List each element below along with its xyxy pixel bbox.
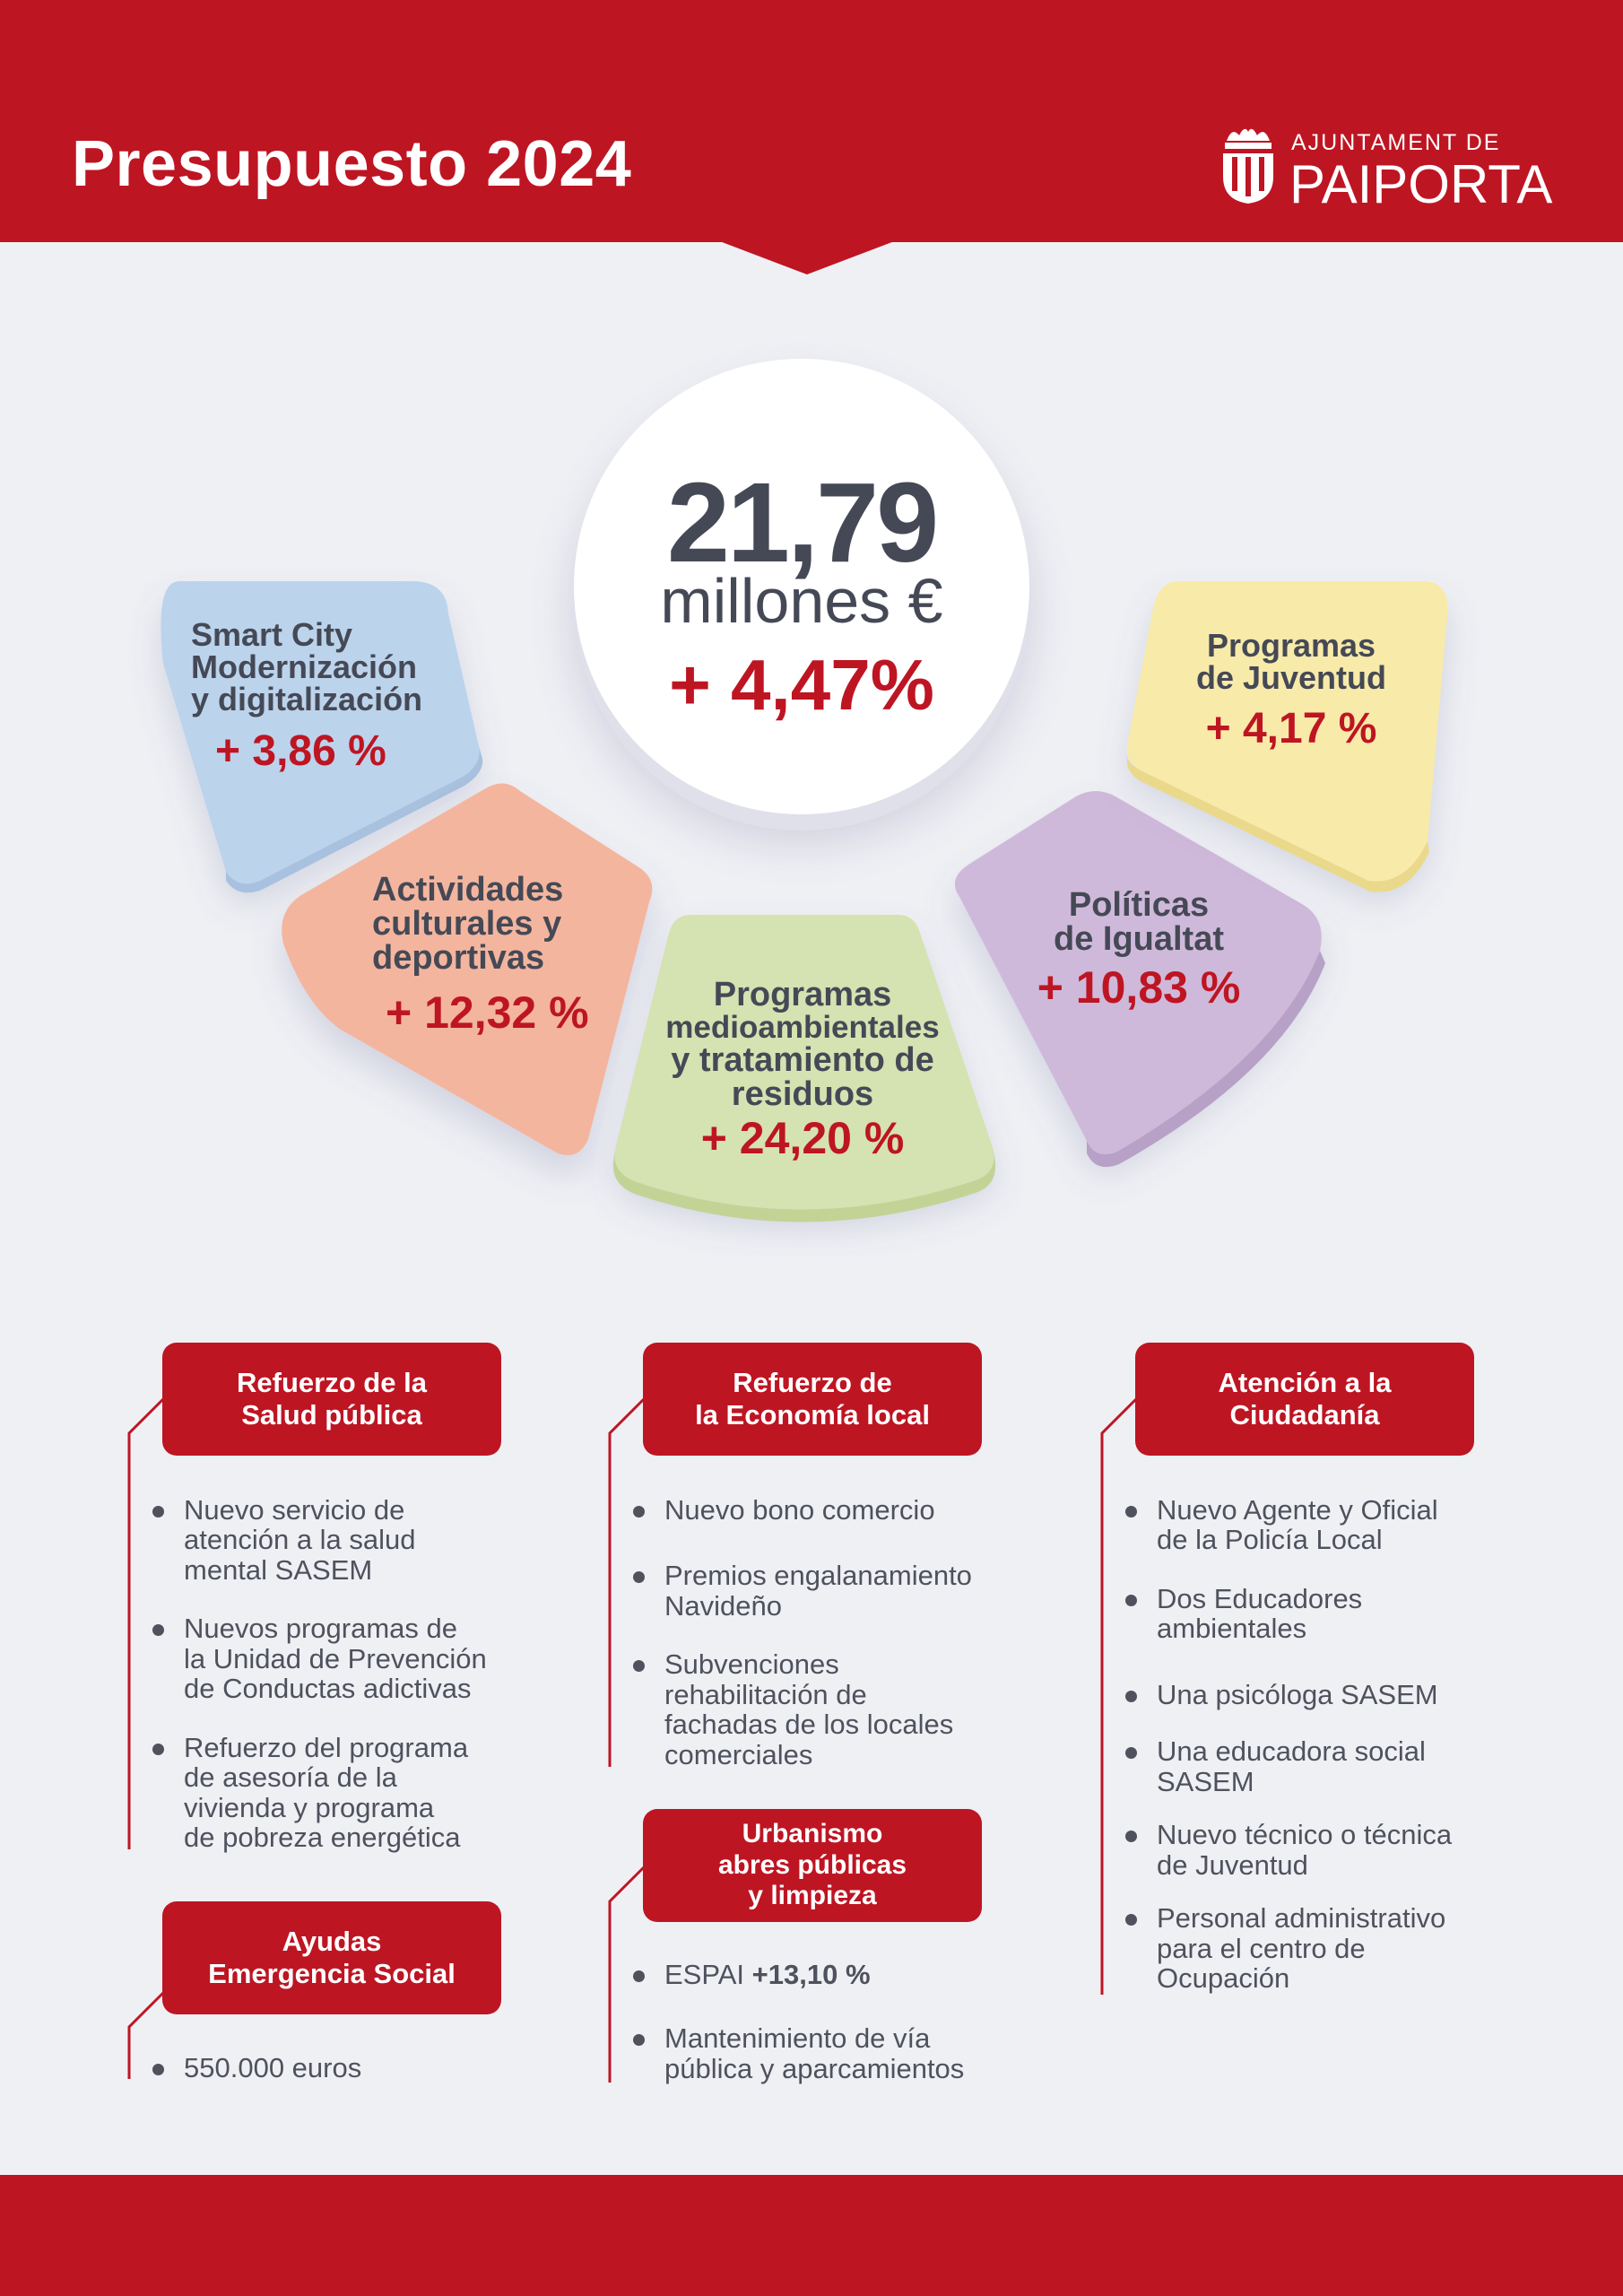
list-item: 550.000 euros	[152, 2053, 538, 2083]
list-ciudadania	[1125, 1495, 1547, 1994]
petal-label-medioambiente: Programas medioambientales y tratamiento de residuos	[665, 976, 940, 1113]
footer-bar	[0, 2175, 1623, 2296]
list-economia	[633, 1495, 1046, 1770]
list-item: Mantenimiento de vía pública y aparcamientos	[633, 2023, 1046, 2083]
section-title-urbanismo: Urbanismo abres públicas y limpieza	[643, 1809, 982, 1922]
list-item: Nuevos programas de la Unidad de Prevención de Conductas adictivas	[152, 1613, 538, 1703]
petal-change-smart-city: + 3,86 %	[215, 727, 386, 775]
page-title: Presupuesto 2024	[72, 128, 632, 200]
list-item: Personal administrativo para el centro de Ocupación	[1125, 1903, 1547, 1993]
list-salud	[152, 1495, 538, 1853]
list-item: Nuevo técnico o técnica de Juventud	[1125, 1820, 1547, 1880]
petal-change-igualtat: + 10,83 %	[1037, 962, 1241, 1013]
list-urbanismo	[633, 1960, 1046, 2083]
petal-label-juventud: Programas de Juventud	[1195, 627, 1387, 696]
petal-label-cultura: Actividades culturales y deportivas	[372, 871, 564, 977]
petal-label-igualtat: Políticas de Igualtat	[1053, 886, 1225, 958]
petal-change-cultura: + 12,32 %	[386, 987, 589, 1038]
total-unit: millones €	[660, 566, 943, 636]
list-item: Nuevo bono comercio	[633, 1495, 1046, 1525]
list-item: Premios engalanamiento Navideño	[633, 1561, 1046, 1621]
list-item: Refuerzo del programa de asesoría de la vivienda y programa de pobreza energética	[152, 1733, 538, 1853]
list-item: Subvenciones rehabilitación de fachadas de los locales comerciales	[633, 1649, 1046, 1770]
list-item: Nuevo Agente y Oficial de la Policía Local	[1125, 1495, 1547, 1555]
list-item: ESPAI +13,10 %	[633, 1960, 1046, 1989]
petal-label-smart-city: Smart City Modernización y digitalización	[191, 616, 423, 718]
petal-change-juventud: + 4,17 %	[1205, 705, 1377, 752]
section-title-salud: Refuerzo de la Salud pública	[162, 1343, 501, 1456]
total-change: + 4,47%	[669, 645, 934, 725]
petal-change-medioambiente: + 24,20 %	[700, 1113, 905, 1163]
section-title-ciudadania: Atención a la Ciudadanía	[1135, 1343, 1474, 1456]
list-item: Dos Educadores ambientales	[1125, 1584, 1547, 1644]
list-emergencia	[152, 2053, 538, 2083]
section-title-economia: Refuerzo de la Economía local	[643, 1343, 982, 1456]
logo-text-top: AJUNTAMENT DE	[1291, 130, 1501, 155]
total-amount: 21,79	[666, 459, 937, 586]
list-item: Una psicóloga SASEM	[1125, 1680, 1547, 1709]
list-item: Una educadora social SASEM	[1125, 1736, 1547, 1796]
section-title-emergencia: Ayudas Emergencia Social	[162, 1901, 501, 2014]
list-item: Nuevo servicio de atención a la salud mental SASEM	[152, 1495, 538, 1585]
logo-text-main: PAIPORTA	[1289, 154, 1553, 214]
